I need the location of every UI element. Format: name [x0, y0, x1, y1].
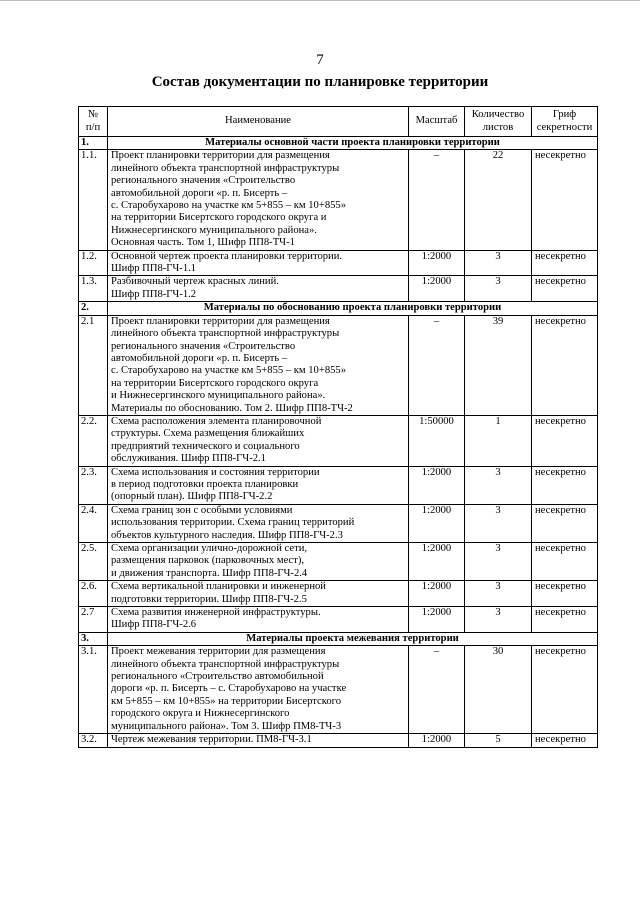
row-name: Основной чертеж проекта планировки территории. Шифр ПП8-ГЧ-1.1 [108, 250, 409, 276]
row-number: 2.1 [79, 315, 108, 415]
row-number: 1.3. [79, 276, 108, 302]
document-title: Состав документации по планировке территории [151, 74, 489, 90]
row-secrecy: несекретно [532, 250, 598, 276]
table-row [79, 607, 598, 633]
table-row [79, 646, 598, 734]
row-secrecy: несекретно [532, 646, 598, 734]
section-number: 2. [79, 302, 108, 315]
row-number: 3.2. [79, 734, 108, 747]
table-row [79, 504, 598, 542]
header-qty: Количество листов [465, 107, 532, 137]
section-number: 1. [79, 137, 108, 150]
page-edge-line [0, 0, 640, 1]
table-row [79, 250, 598, 276]
row-secrecy: несекретно [532, 734, 598, 747]
row-name: Разбивочный чертеж красных линий. Шифр ПП8-ГЧ-1.2 [108, 276, 409, 302]
row-scale: – [409, 646, 465, 734]
documentation-table [78, 106, 598, 748]
row-name: Проект межевания территории для размещения линейного объекта транспортной инфраструктуры регионального «Строительство автомобильной дороги «р. п. Бисерть – с. Старобухарово на участке км 5+855 – км 10+855» на территории Бисертского городского округа и Нижнесергинского муниципального района». Том 3. Шифр ПМ8-ТЧ-3 [108, 646, 409, 734]
row-number: 2.2. [79, 415, 108, 466]
section-title: Материалы проекта межевания территории [108, 632, 598, 645]
section-row [79, 302, 598, 315]
row-number: 3.1. [79, 646, 108, 734]
page-number: 7 [316, 52, 324, 68]
row-scale: 1:2000 [409, 504, 465, 542]
header-grif: Гриф секретности [532, 107, 598, 137]
row-sheet-count: 3 [465, 543, 532, 581]
row-scale: 1:2000 [409, 734, 465, 747]
row-scale: 1:2000 [409, 607, 465, 633]
row-number: 1.1. [79, 150, 108, 250]
section-title: Материалы по обоснованию проекта планировки территории [108, 302, 598, 315]
row-secrecy: несекретно [532, 315, 598, 415]
row-sheet-count: 22 [465, 150, 532, 250]
row-secrecy: несекретно [532, 581, 598, 607]
row-number: 2.4. [79, 504, 108, 542]
table-row [79, 415, 598, 466]
row-number: 2.6. [79, 581, 108, 607]
table-row [79, 734, 598, 747]
table-row [79, 276, 598, 302]
row-scale: 1:50000 [409, 415, 465, 466]
table-row [79, 466, 598, 504]
row-sheet-count: 30 [465, 646, 532, 734]
row-name: Проект планировки территории для размещения линейного объекта транспортной инфраструктуры регионального значения «Строительство автомобильной дороги «р. п. Бисерть – с. Старобухарово на участке км 5+855 – км 10+855» на территории Бисертского городского округа и Нижнесергинского муниципального района». Материалы по обоснованию. Том 2. Шифр ПП8-ТЧ-2 [108, 315, 409, 415]
row-number: 2.3. [79, 466, 108, 504]
row-scale: 1:2000 [409, 543, 465, 581]
header-name: Наименование [108, 107, 409, 137]
row-name: Схема развития инженерной инфраструктуры. Шифр ПП8-ГЧ-2.6 [108, 607, 409, 633]
section-row [79, 632, 598, 645]
row-sheet-count: 3 [465, 581, 532, 607]
section-number: 3. [79, 632, 108, 645]
row-sheet-count: 3 [465, 504, 532, 542]
row-number: 1.2. [79, 250, 108, 276]
row-secrecy: несекретно [532, 543, 598, 581]
row-secrecy: несекретно [532, 150, 598, 250]
row-name: Схема вертикальной планировки и инженерной подготовки территории. Шифр ПП8-ГЧ-2.5 [108, 581, 409, 607]
row-scale: 1:2000 [409, 250, 465, 276]
header-scale: Масштаб [409, 107, 465, 137]
row-name: Проект планировки территории для размещения линейного объекта транспортной инфраструктуры регионального значения «Строительство автомобильной дороги «р. п. Бисерть – с. Старобухарово на участке км 5+855 – км 10+855» на территории Бисертского городского округа и Нижнесергинского муниципального района». Основная часть. Том 1, Шифр ПП8-ТЧ-1 [108, 150, 409, 250]
row-sheet-count: 1 [465, 415, 532, 466]
row-scale: 1:2000 [409, 581, 465, 607]
table-header-row [79, 107, 598, 137]
section-title: Материалы основной части проекта планировки территории [108, 137, 598, 150]
table-row [79, 150, 598, 250]
row-secrecy: несекретно [532, 276, 598, 302]
row-name: Схема использования и состояния территории в период подготовки проекта планировки (опорный план). Шифр ПП8-ГЧ-2.2 [108, 466, 409, 504]
row-sheet-count: 3 [465, 276, 532, 302]
row-number: 2.7 [79, 607, 108, 633]
row-secrecy: несекретно [532, 415, 598, 466]
row-sheet-count: 3 [465, 466, 532, 504]
table-row [79, 581, 598, 607]
section-row [79, 137, 598, 150]
row-name: Схема границ зон с особыми условиями использования территории. Схема границ территорий объектов культурного наследия. Шифр ПП8-ГЧ-2.3 [108, 504, 409, 542]
row-number: 2.5. [79, 543, 108, 581]
row-scale: 1:2000 [409, 466, 465, 504]
row-name: Схема расположения элемента планировочной структуры. Схема размещения ближайших предприятий технического и социального обслуживания. Шифр ПП8-ГЧ-2.1 [108, 415, 409, 466]
row-secrecy: несекретно [532, 607, 598, 633]
row-scale: – [409, 150, 465, 250]
row-secrecy: несекретно [532, 504, 598, 542]
table-row [79, 315, 598, 415]
row-name: Схема организации улично-дорожной сети, размещения парковок (парковочных мест), и движения транспорта. Шифр ПП8-ГЧ-2.4 [108, 543, 409, 581]
row-sheet-count: 3 [465, 607, 532, 633]
row-name: Чертеж межевания территории. ПМ8-ГЧ-3.1 [108, 734, 409, 747]
table-row [79, 543, 598, 581]
row-sheet-count: 5 [465, 734, 532, 747]
row-scale: – [409, 315, 465, 415]
row-scale: 1:2000 [409, 276, 465, 302]
table-body [79, 137, 598, 748]
documentation-table-wrapper [78, 106, 597, 748]
row-secrecy: несекретно [532, 466, 598, 504]
row-sheet-count: 39 [465, 315, 532, 415]
header-num: № п/п [79, 107, 108, 137]
row-sheet-count: 3 [465, 250, 532, 276]
